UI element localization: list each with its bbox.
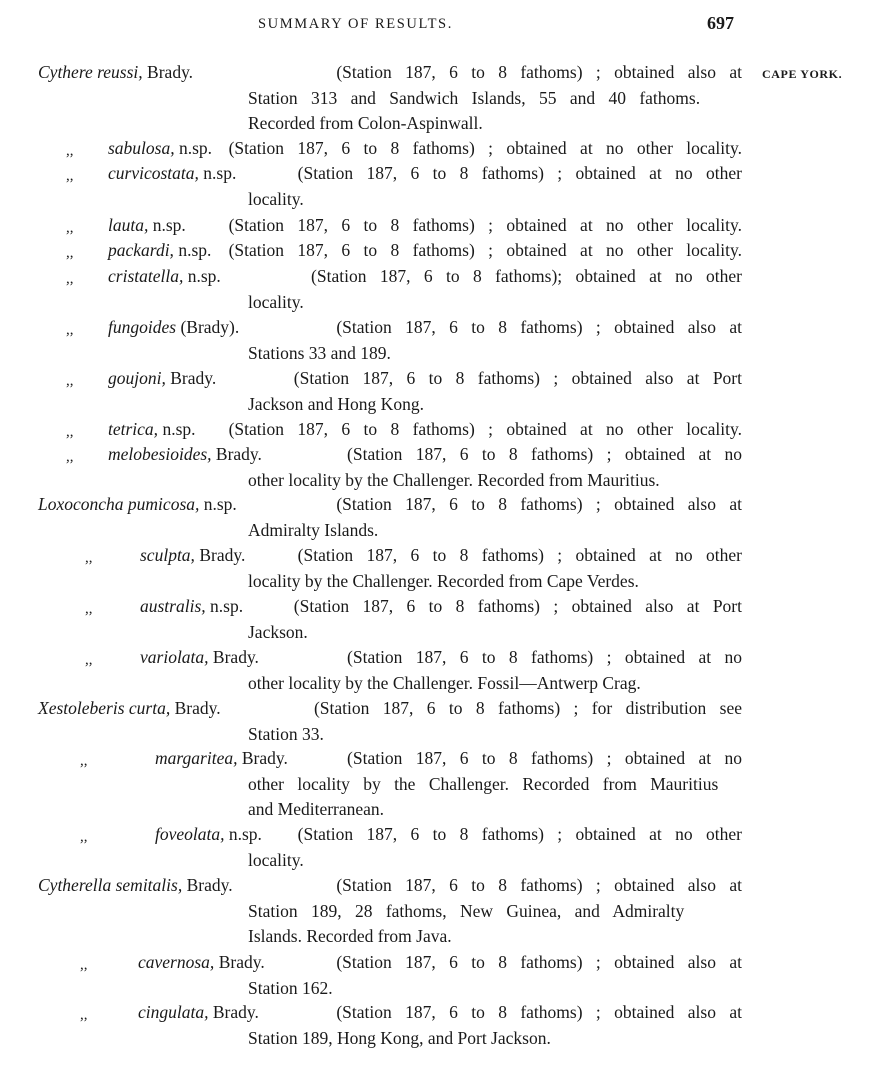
entry-head	[140, 594, 243, 620]
entry-head	[108, 161, 236, 187]
authority: Brady.	[208, 1002, 259, 1022]
entry-head	[108, 417, 196, 443]
species-name: curta,	[128, 698, 171, 718]
entry-text-continuation: Islands. Recorded from Java.	[248, 926, 452, 947]
ditto-mark: ,,	[66, 449, 74, 465]
ditto-mark: ,,	[80, 829, 88, 845]
species-name: melobesioides,	[108, 444, 212, 464]
entry-head	[155, 822, 262, 848]
entry-text-first: (Station 187, 6 to 8 fathoms) ; obtained also at	[336, 62, 742, 82]
species-name: packardi,	[108, 240, 174, 260]
authority: n.sp.	[183, 266, 221, 286]
entry-text-first: (Station 187, 6 to 8 fathoms) ; obtained also at	[336, 952, 742, 972]
ditto-mark: ,,	[85, 601, 93, 617]
authority: n.sp.	[199, 494, 237, 514]
authority: n.sp.	[173, 240, 212, 260]
running-head	[258, 16, 453, 33]
entry-head	[108, 238, 211, 264]
entry-text-first: (Station 187, 6 to 8 fathoms) ; obtained at no other locality.	[228, 215, 742, 235]
entry-text-first: (Station 187, 6 to 8 fathoms) ; obtained also at Port	[293, 368, 742, 388]
entry-head	[155, 746, 288, 772]
ditto-mark: ,,	[66, 220, 74, 236]
entry-text-continuation: locality by the Challenger. Recorded from Cape Verdes.	[248, 570, 639, 591]
species-name: sabulosa,	[108, 138, 175, 158]
side-note-locality: CAPE YORK.	[762, 67, 843, 81]
authority: Brady.	[142, 62, 194, 82]
ditto-mark: ,,	[80, 1007, 88, 1023]
species-name: sculpta,	[140, 545, 195, 565]
ditto-mark: ,,	[66, 168, 74, 184]
ditto-mark: ,,	[85, 550, 93, 566]
authority: Brady.	[194, 545, 246, 565]
species-name: variolata,	[140, 647, 209, 667]
species-name: lauta,	[108, 215, 149, 235]
entry-text-first: (Station 187, 6 to 8 fathoms) ; obtained also at	[336, 317, 742, 337]
species-name: cingulata,	[138, 1002, 209, 1022]
species-name: cristatella,	[108, 266, 184, 286]
entry-text-first: (Station 187, 6 to 8 fathoms) ; obtained at no	[347, 647, 742, 667]
entry-text-continuation: Station 189, Hong Kong, and Port Jackson.	[248, 1027, 551, 1048]
species-name: goujoni,	[108, 368, 166, 388]
authority: (Brady).	[176, 317, 240, 337]
authority: n.sp.	[205, 596, 244, 616]
species-name: foveolata,	[155, 824, 225, 844]
entry-text-continuation: Station 313 and Sandwich Islands, 55 and 40 fathoms.	[248, 87, 701, 108]
entry-head	[38, 873, 233, 899]
ditto-mark: ,,	[66, 271, 74, 287]
entry-text-continuation: Stations 33 and 189.	[248, 342, 391, 363]
species-name: cavernosa,	[138, 952, 215, 972]
entry-text-continuation: Admiralty Islands.	[248, 519, 379, 540]
entry-text-first: (Station 187, 6 to 8 fathoms) ; obtained at no other	[297, 824, 742, 844]
entry-text-continuation: Recorded from Colon-Aspinwall.	[248, 113, 483, 134]
species-name: tetrica,	[108, 419, 159, 439]
entry-text-first: (Station 187, 6 to 8 fathoms) ; obtained at no	[347, 748, 742, 768]
entry-text-continuation: Station 33.	[248, 723, 324, 744]
entry-text-first: (Station 187, 6 to 8 fathoms) ; obtained at no other	[297, 545, 742, 565]
authority: Brady.	[165, 368, 217, 388]
entry-text-first: (Station 187, 6 to 8 fathoms) ; obtained also at Port	[293, 596, 742, 616]
species-name: pumicosa,	[127, 494, 200, 514]
entry-text-first: (Station 187, 6 to 8 fathoms) ; obtained also at	[336, 1002, 742, 1022]
entry-text-first: (Station 187, 6 to 8 fathoms) ; obtained at no other locality.	[228, 138, 742, 158]
species-name: fungoides	[108, 317, 177, 337]
ditto-mark: ,,	[80, 957, 88, 973]
running-head-title: SUMMARY OF RESULTS.	[258, 16, 453, 32]
entry-head	[108, 213, 186, 239]
entry-head	[38, 60, 193, 86]
entry-head	[140, 543, 245, 569]
authority: Brady.	[237, 748, 288, 768]
entry-head	[108, 136, 212, 162]
species-name: curvicostata,	[108, 163, 199, 183]
entry-head	[108, 315, 239, 341]
ditto-mark: ,,	[66, 143, 74, 159]
authority: Brady.	[182, 875, 233, 895]
species-name: semitalis,	[115, 875, 183, 895]
authority: n.sp.	[198, 163, 237, 183]
entry-head	[140, 645, 259, 671]
entry-text-continuation: Station 189, 28 fathoms, New Guinea, and Admiralty	[248, 900, 685, 921]
species-name: reussi,	[97, 62, 143, 82]
entry-text-continuation: locality.	[248, 291, 304, 312]
entry-head	[38, 696, 221, 722]
genus-name: Cythere	[38, 62, 98, 82]
entry-text-continuation: and Mediterranean.	[248, 799, 385, 820]
entry-text-first: (Station 187, 6 to 8 fathoms); obtained at no other	[311, 266, 742, 286]
entry-head	[138, 950, 265, 976]
authority: Brady.	[211, 444, 262, 464]
ditto-mark: ,,	[66, 322, 74, 338]
entry-head	[108, 442, 262, 468]
entry-text-continuation: Jackson and Hong Kong.	[248, 393, 424, 414]
authority: n.sp.	[158, 419, 196, 439]
entry-head	[108, 366, 216, 392]
ditto-mark: ,,	[66, 245, 74, 261]
entry-text-first: (Station 187, 6 to 8 fathoms) ; obtained also at	[336, 875, 742, 895]
page-number: 697	[707, 13, 734, 33]
entry-text-continuation: Jackson.	[248, 621, 308, 642]
entry-text-continuation: other locality by the Challenger. Recorded from Mauritius	[248, 773, 719, 794]
entry-text-continuation: other locality by the Challenger. Recorded from Mauritius.	[248, 469, 660, 490]
authority: n.sp.	[148, 215, 186, 235]
entry-head	[38, 492, 237, 518]
entry-text-first: (Station 187, 6 to 8 fathoms) ; obtained at no	[347, 444, 742, 464]
authority: Brady.	[214, 952, 265, 972]
entry-text-continuation: locality.	[248, 188, 304, 209]
authority: n.sp.	[174, 138, 213, 158]
genus-name: Loxoconcha	[38, 494, 128, 514]
entry-head	[108, 264, 221, 290]
authority: Brady.	[208, 647, 259, 667]
entry-head	[138, 1000, 259, 1026]
entry-text-first: (Station 187, 6 to 8 fathoms) ; for distribution see	[313, 698, 742, 718]
ditto-mark: ,,	[66, 373, 74, 389]
entry-text-continuation: Station 162.	[248, 977, 333, 998]
ditto-mark: ,,	[85, 652, 93, 668]
ditto-mark: ,,	[80, 753, 88, 769]
entry-text-first: (Station 187, 6 to 8 fathoms) ; obtained also at	[336, 494, 742, 514]
genus-name: Xestoleberis	[38, 698, 129, 718]
authority: n.sp.	[224, 824, 262, 844]
entry-text-first: (Station 187, 6 to 8 fathoms) ; obtained at no other	[297, 163, 742, 183]
genus-name: Cytherella	[38, 875, 116, 895]
species-name: australis,	[140, 596, 206, 616]
authority: Brady.	[170, 698, 221, 718]
entry-text-first: (Station 187, 6 to 8 fathoms) ; obtained at no other locality.	[228, 240, 742, 260]
entry-text-continuation: locality.	[248, 849, 304, 870]
species-name: margaritea,	[155, 748, 238, 768]
entry-text-continuation: other locality by the Challenger. Fossil—Antwerp Crag.	[248, 672, 641, 693]
entry-text-first: (Station 187, 6 to 8 fathoms) ; obtained at no other locality.	[228, 419, 742, 439]
ditto-mark: ,,	[66, 424, 74, 440]
